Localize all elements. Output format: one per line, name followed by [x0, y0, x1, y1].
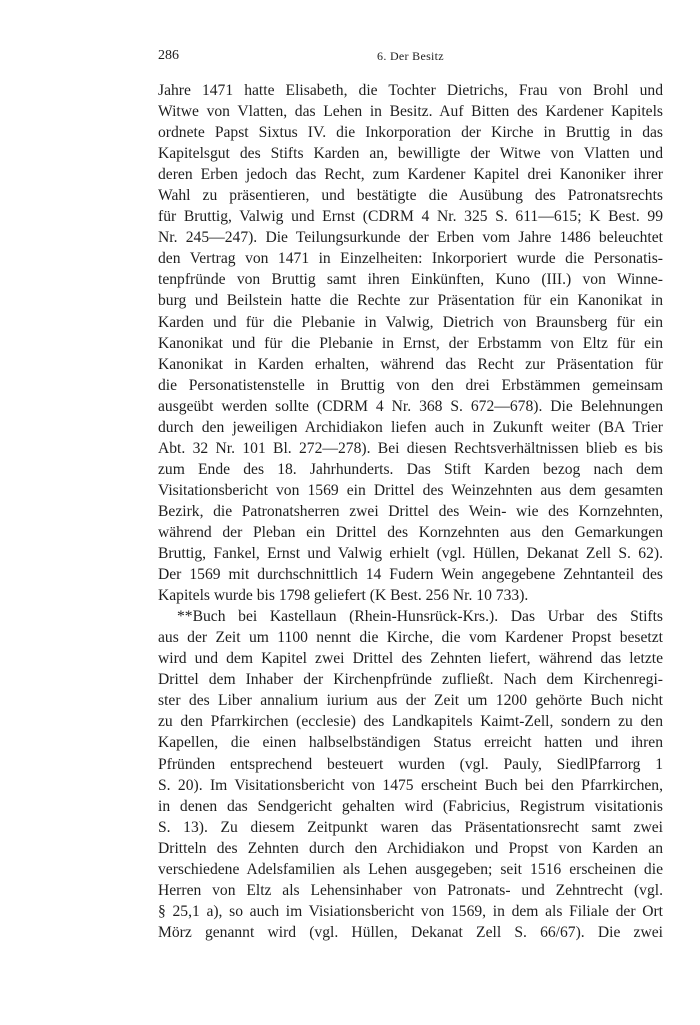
text-line: wird und dem Kapitel zwei Drittel des Zehnten liefert, während das letzte [158, 650, 663, 668]
text-line: Herren von Eltz als Lehensinhaber von Patronats- und Zehntrecht (vgl. [158, 881, 663, 899]
text-line: deren Erben jedoch das Recht, zum Kardener Kapitel drei Kanoniker ihrer [158, 166, 663, 184]
text-line: zum Ende des 18. Jahrhunderts. Das Stift Karden bezog nach dem [158, 460, 663, 478]
page-number: 286 [158, 48, 179, 63]
text-line: ordnete Papst Sixtus IV. die Inkorporation der Kirche in Bruttig in das [158, 124, 663, 142]
text-line: Kanonikat und für die Plebanie in Ernst, der Erbstamm von Eltz für ein [158, 334, 663, 352]
text-line: Dritteln des Zehnten durch den Archidiakon und Propst von Karden an [158, 839, 663, 857]
text-line: S. 20). Im Visitationsbericht von 1475 erscheint Buch bei den Pfarrkirchen, [158, 776, 663, 794]
text-line: die Personatistenstelle in Bruttig von den drei Erbstämmen gemeinsam [158, 376, 663, 394]
text-line: burg und Beilstein hatte die Rechte zur Präsentation für ein Kanonikat in [158, 292, 663, 310]
text-line: Witwe von Vlatten, das Lehen in Besitz. Auf Bitten des Kardener Kapitels [158, 103, 663, 121]
running-head [158, 48, 663, 68]
text-line: durch den jeweiligen Archidiakon liefen auch in Zukunft weiter (BA Trier [158, 418, 663, 436]
text-line: verschiedene Adelsfamilien als Lehen ausgegeben; seit 1516 erscheinen die [158, 860, 663, 878]
text-line: ster des Liber annalium iurium aus der Zeit um 1200 gehörte Buch nicht [158, 692, 663, 710]
text-line: Mörz genannt wird (vgl. Hüllen, Dekanat Zell S. 66/67). Die zwei [158, 923, 663, 941]
text-line: § 25,1 a), so auch im Visiationsbericht von 1569, in dem als Filiale der Ort [158, 902, 663, 920]
text-line: Kanonikat in Karden erhalten, während das Recht zur Präsentation für [158, 355, 663, 373]
paragraph-start-line: **Buch bei Kastellaun (Rhein-Hunsrück-Krs.). Das Urbar des Stifts [177, 608, 663, 626]
paragraph-end-line: Kapitels wurde bis 1798 geliefert (K Best. 256 Nr. 10 733). [158, 587, 529, 605]
text-line: während der Pleban ein Drittel des Kornzehnten aus den Gemarkungen [158, 523, 663, 541]
text-line: Abt. 32 Nr. 101 Bl. 272—278). Bei diesen Rechtsverhältnissen blieb es bis [158, 439, 663, 457]
text-line: Pfründen entsprechend besteuert wurden (vgl. Pauly, SiedlPfarrorg 1 [158, 755, 663, 773]
text-line: aus der Zeit um 1100 nennt die Kirche, die vom Kardener Propst besetzt [158, 629, 663, 647]
text-line: Drittel dem Inhaber der Kirchenpfründe zufließt. Nach dem Kirchenregi- [158, 671, 663, 689]
text-line: in denen das Sendgericht gehalten wird (Fabricius, Registrum visitationis [158, 797, 663, 815]
text-line: Der 1569 mit durchschnittlich 14 Fudern Wein angegebene Zehntanteil des [158, 566, 663, 584]
text-line: ausgeübt werden sollte (CDRM 4 Nr. 368 S. 672—678). Die Belehnungen [158, 397, 663, 415]
text-line: Kapellen, die einen halbselbständigen Status erreicht hatten und ihren [158, 734, 663, 752]
text-line: Bruttig, Fankel, Ernst und Valwig erhielt (vgl. Hüllen, Dekanat Zell S. 62). [158, 545, 663, 563]
text-line: Visitationsbericht von 1569 ein Drittel des Weinzehnten aus dem gesamten [158, 481, 663, 499]
text-line: den Vertrag von 1471 in Einzelheiten: Inkorporiert wurde die Personatis- [158, 250, 663, 268]
chapter-title: 6. Der Besitz [377, 49, 444, 63]
text-line: Bezirk, die Patronatsherren zwei Drittel des Wein- wie des Kornzehnten, [158, 502, 663, 520]
text-line: zu den Pfarrkirchen (ecclesie) des Landkapitels Kaimt-Zell, sondern zu den [158, 713, 663, 731]
text-line: für Bruttig, Valwig und Ernst (CDRM 4 Nr. 325 S. 611—615; K Best. 99 [158, 208, 663, 226]
text-line: tenpfründe von Bruttig samt ihren Einkünften, Kuno (III.) von Winne- [158, 271, 663, 289]
text-line: Kapitelsgut des Stifts Karden an, bewilligte der Witwe von Vlatten und [158, 145, 663, 163]
text-line: S. 13). Zu diesem Zeitpunkt waren das Präsentationsrecht samt zwei [158, 818, 663, 836]
text-line: Jahre 1471 hatte Elisabeth, die Tochter Dietrichs, Frau von Brohl und [158, 82, 663, 99]
text-line: Wahl zu präsentieren, und bestätigte die Ausübung des Patronatsrechts [158, 187, 663, 205]
text-line: Nr. 245—247). Die Teilungsurkunde der Erben vom Jahre 1486 beleuchtet [158, 229, 663, 247]
body-text [158, 80, 663, 943]
text-line: Karden und für die Plebanie in Valwig, Dietrich von Braunsberg für ein [158, 313, 663, 331]
